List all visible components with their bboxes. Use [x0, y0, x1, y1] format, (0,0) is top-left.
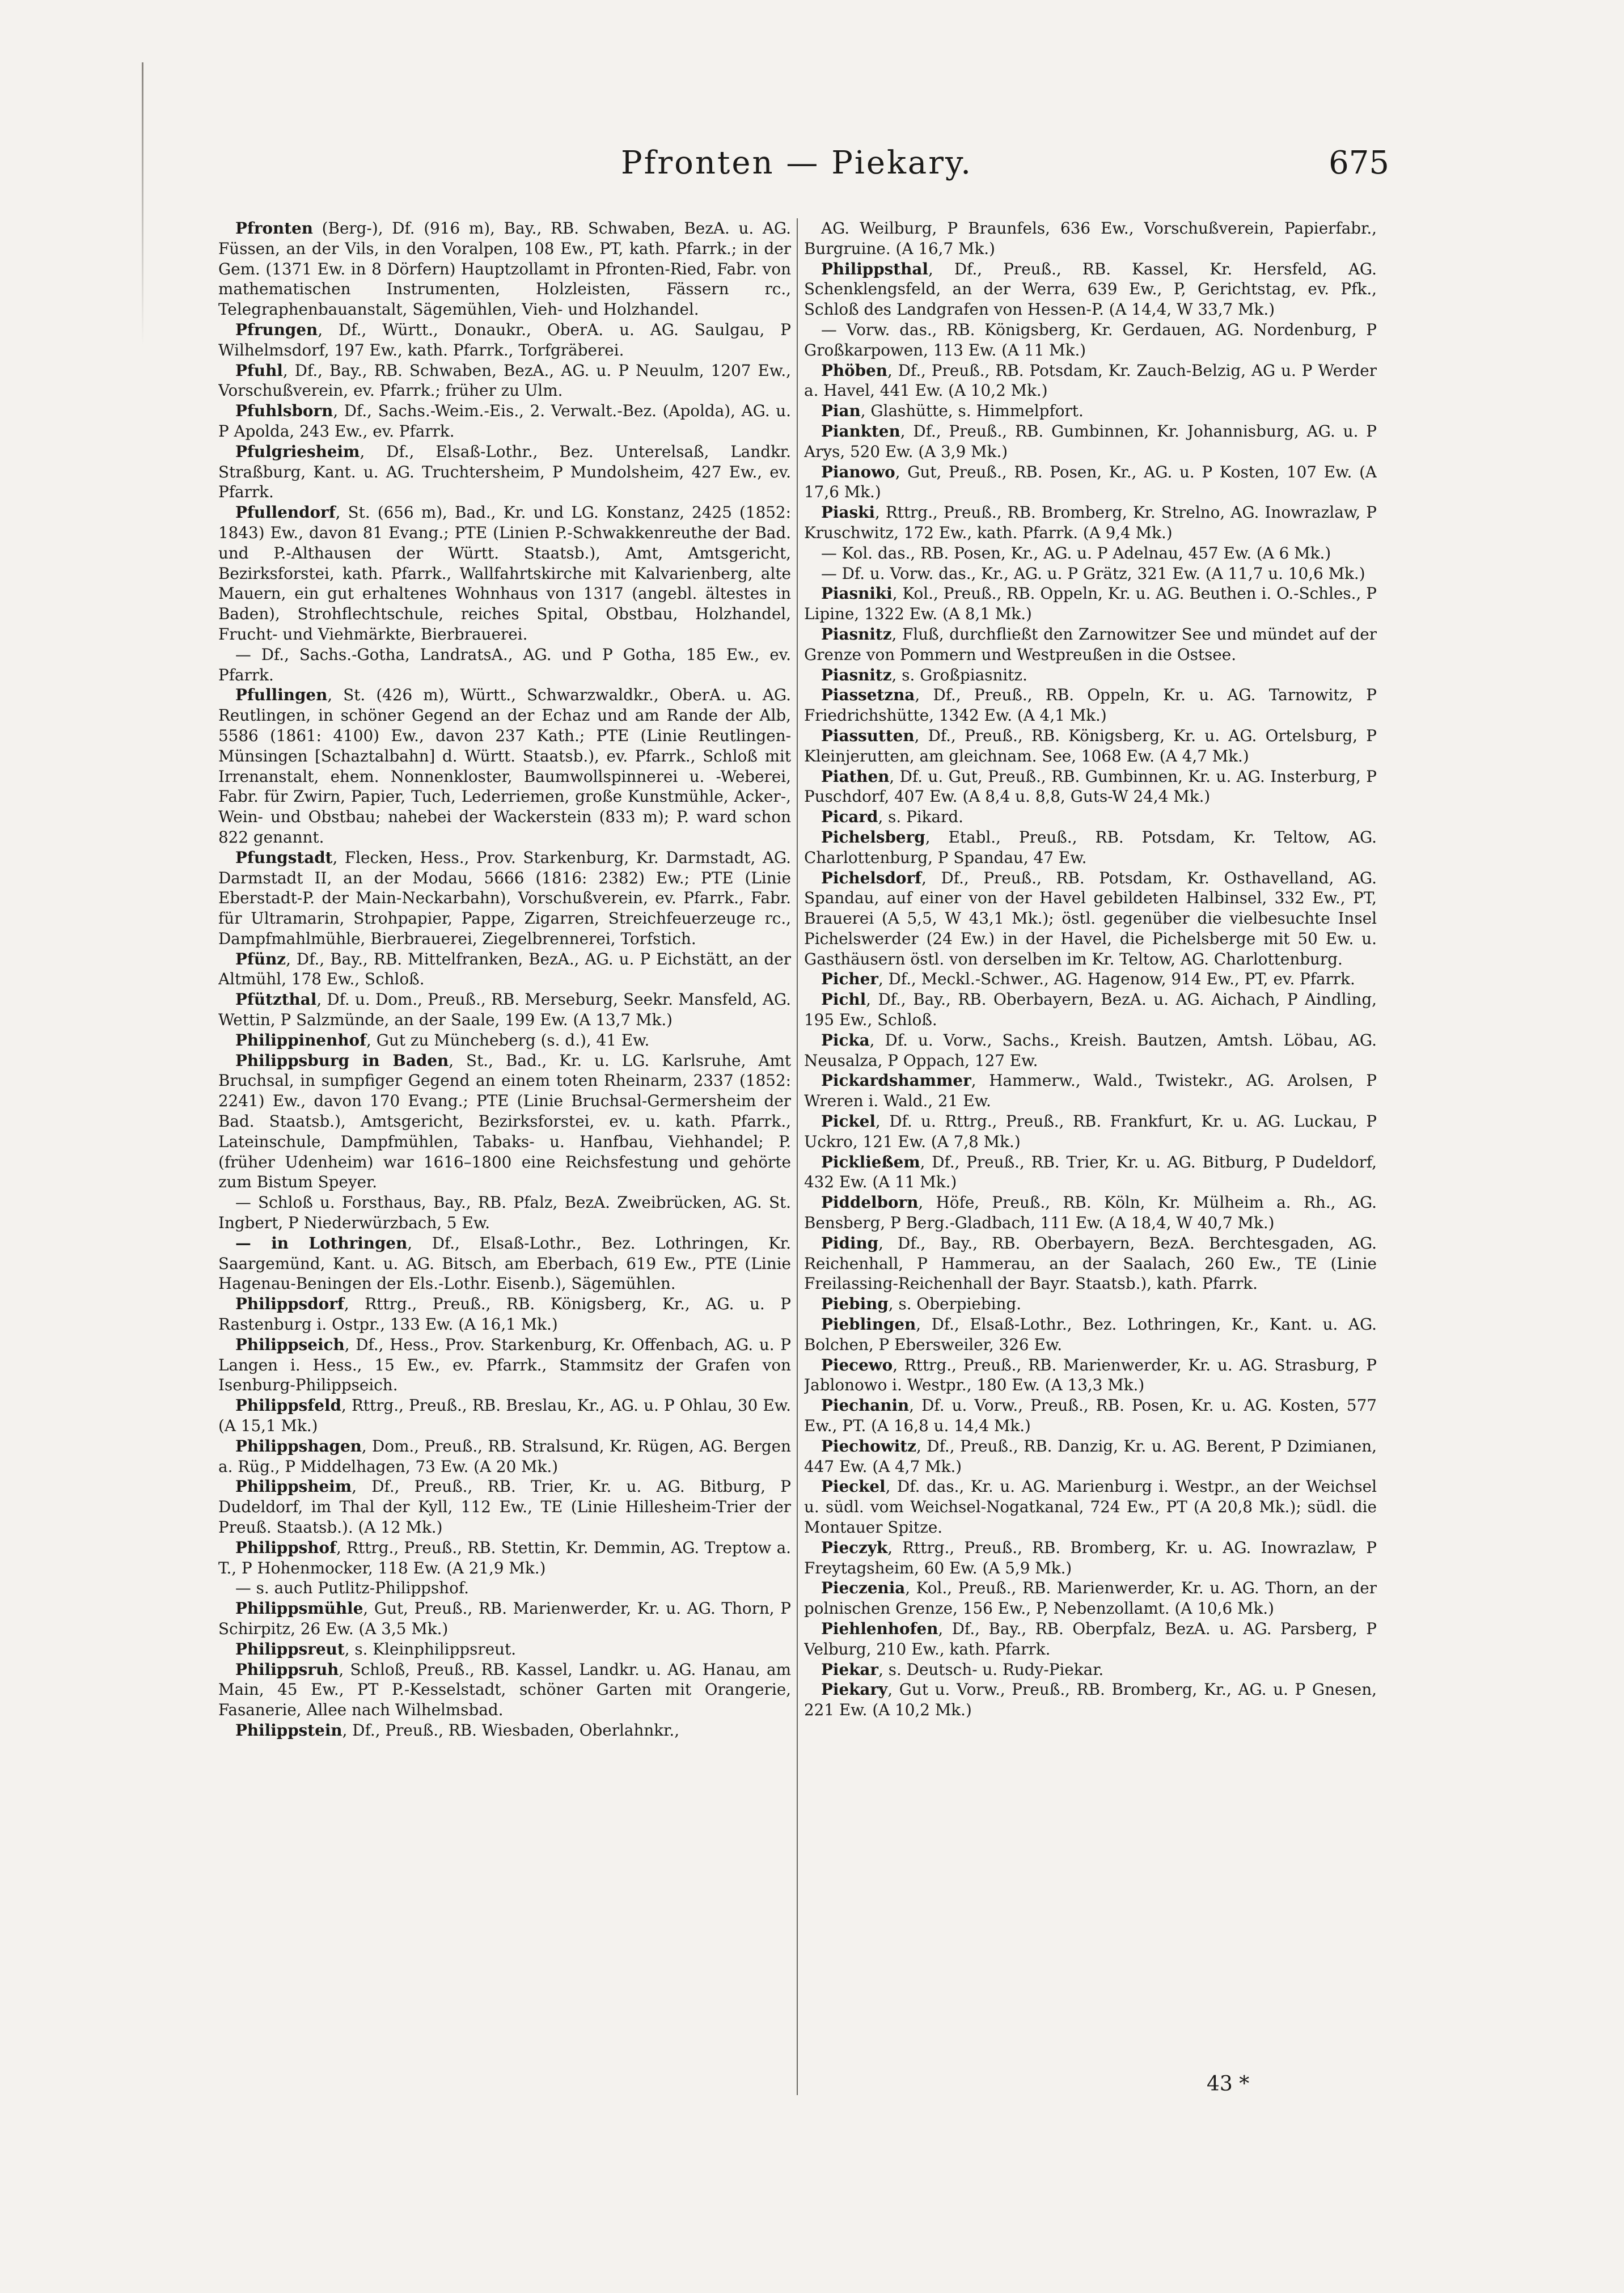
gazetteer-entry: [218, 1477, 791, 1537]
gazetteer-entry: [218, 1335, 791, 1395]
gazetteer-entry: [804, 218, 1377, 259]
gazetteer-entry: [218, 218, 791, 320]
entry-headword: Philippsburg in Baden: [235, 1051, 449, 1070]
gazetteer-entry: [218, 1538, 791, 1579]
entry-text: , Df. u. Rttrg., Preuß., RB. Frankfurt, Kr. u. AG. Luckau, P Uckro, 121 Ew. (A 7,8 Mk.): [804, 1112, 1377, 1151]
entry-text: , Glashütte, s. Himmelpfort.: [860, 401, 1084, 421]
gazetteer-entry: [804, 1578, 1377, 1619]
entry-text: , Höfe, Preuß., RB. Köln, Kr. Mülheim a. Rh., AG. Bensberg, P Berg.-Gladbach, 111 Ew. (A 18,4, W 40,7 Mk.): [804, 1193, 1377, 1233]
gazetteer-entry: [804, 1538, 1377, 1579]
entry-headword: Piebing: [821, 1294, 889, 1314]
entry-text: , s. Großpiasnitz.: [891, 665, 1027, 684]
entry-headword: Piechanin: [821, 1396, 910, 1415]
entry-text: , Df., Bay., RB. Oberbayern, BezA. u. AG. Aichach, P Aindling, 195 Ew., Schloß.: [804, 990, 1377, 1030]
entry-text: , Df., Preuß., RB. Potsdam, Kr. Zauch-Belzig, AG u. P Werder a. Havel, 441 Ew. (A 10,2 Mk.): [804, 361, 1377, 400]
entry-text: , Df. u. Gut, Preuß., RB. Gumbinnen, Kr. u. AG. Insterburg, P Puschdorf, 407 Ew. (A 8,4 u. 8,8, Guts-W 24,4 Mk.): [804, 767, 1377, 806]
gazetteer-entry: [804, 421, 1377, 462]
entry-text: , Kol., Preuß., RB. Oppeln, Kr. u. AG. Beuthen i. O.-Schles., P Lipine, 1322 Ew. (A 8,1 Mk.): [804, 584, 1377, 624]
gazetteer-entry: [218, 1660, 791, 1720]
entry-headword: Pfrungen: [235, 320, 318, 339]
gazetteer-entry: [804, 868, 1377, 970]
gazetteer-entry: [804, 685, 1377, 726]
entry-text: , Df., Württ., Donaukr., OberA. u. AG. Saulgau, P Wilhelmsdorf, 197 Ew., kath. Pfarrk., Torfgräberei.: [218, 320, 791, 359]
gazetteer-entry: [804, 1192, 1377, 1233]
gazetteer-entry: [804, 624, 1377, 665]
entry-text: , Df., Preuß., RB. Trier, Kr. u. AG. Bitburg, P Dudeldorf, 432 Ew. (A 11 Mk.): [804, 1152, 1377, 1192]
entry-text: , Df., Bay., RB. Oberpfalz, BezA. u. AG. Parsberg, P Velburg, 210 Ew., kath. Pfarrk.: [804, 1619, 1377, 1659]
gazetteer-entry: [804, 401, 1377, 421]
entry-headword: Philippsfeld: [235, 1396, 341, 1415]
entry-headword: Pfronten: [235, 219, 313, 238]
gazetteer-entry: [804, 543, 1377, 564]
entry-text: , Schloß, Preuß., RB. Kassel, Landkr. u. AG. Hanau, am Main, 45 Ew., PT P.-Kesselstadt, schöner Garten mit Orangerie, Fasanerie, Allee nach Wilhelmsbad.: [218, 1660, 791, 1720]
entry-text: , Df., Hess., Prov. Starkenburg, Kr. Offenbach, AG. u. P Langen i. Hess., 15 Ew., ev. Pfarrk., Stammsitz der Grafen von Isenburg-Philippseich.: [218, 1335, 791, 1395]
entry-text: , Fluß, durchfließt den Zarnowitzer See und mündet auf der Grenze von Pommern und Westpreußen in die Ostsee.: [804, 624, 1377, 664]
entry-text: , St., Bad., Kr. u. LG. Karlsruhe, Amt Bruchsal, in sumpfiger Gegend an einem toten Rheinarm, 2337 (1852: 2241) Ew., davon 170 Evang.; PTE (Linie Bruchsal-Germersheim der Bad. Staatsb.), Amtsgericht, Bezirksforstei, ev. u. kath. Pfarrk., Lateinschule, Dampfmühlen, Tabaks- u. Hanfbau, Viehhandel; P. (früher Udenheim) war 1616–1800 eine Reichsfestung und gehörte zum Bistum Speyer.: [218, 1051, 791, 1192]
entry-headword: Piasnitz: [821, 665, 892, 684]
entry-headword: Pieczenia: [821, 1579, 906, 1598]
entry-headword: Piathen: [821, 767, 890, 786]
gazetteer-entry: [218, 848, 791, 949]
entry-headword: Pieckel: [821, 1477, 886, 1496]
entry-text: , Rttrg., Preuß., RB. Königsberg, Kr., AG. u. P Rastenburg i. Ostpr., 133 Ew. (A 16,1 Mk.): [218, 1294, 791, 1334]
entry-text: , Df., Preuß., RB. Trier, Kr. u. AG. Bitburg, P Dudeldorf, im Thal der Kyll, 112 Ew., TE (Linie Hillesheim-Trier der Preuß. Staatsb.). (A 12 Mk.): [218, 1477, 791, 1537]
column-divider: [797, 218, 798, 2095]
gazetteer-entry: [218, 320, 791, 361]
gazetteer-entry: [804, 1294, 1377, 1314]
entry-headword: Pichl: [821, 990, 866, 1009]
gazetteer-entry: [804, 1071, 1377, 1111]
running-head: Pfronten — Piekary.: [620, 145, 973, 181]
entry-text: , St. (426 m), Württ., Schwarzwaldkr., OberA. u. AG. Reutlingen, in schöner Gegend an der Echaz und am Rande der Alb, 5586 (1861: 4100) Ew., davon 237 Kath.; PTE (Linie Reutlingen-Münsingen [Schaztalbahn] d. Württ. Staatsb.), ev. Pfarrk., Schloß mit Irrenanstalt, ehem. Nonnenkloster, Baumwollspinnerei u. -Weberei, Fabr. für Zwirn, Papier, Tuch, Lederriemen, große Kunstmühle, Acker-, Wein- und Obstbau; nahebei der Wackerstein (833 m); P. ward schon 822 genannt.: [218, 686, 791, 847]
entry-headword: Pianowo: [821, 462, 895, 481]
entry-headword: Pichelsberg: [821, 827, 925, 847]
gazetteer-entry: [218, 502, 791, 645]
entry-text: , Df., Preuß., RB. Oppeln, Kr. u. AG. Tarnowitz, P Friedrichshütte, 1342 Ew. (A 4,1 Mk.): [804, 686, 1377, 725]
entry-text: , Df., Preuß., RB. Potsdam, Kr. Osthavelland, AG. Spandau, auf einer von der Havel gebildeten Halbinsel, 332 Ew., PT, Brauerei (A 5,5, W 43,1 Mk.); östl. gegenüber die vielbesuchte Insel Pichelswerder (24 Ew.) in der Havel, die Pichelsberge mit 50 Ew. u. Gasthäusern östl. von derselben im Kr. Teltow, AG. Charlottenburg.: [804, 868, 1377, 968]
entry-headword: Piehlenhofen: [821, 1619, 938, 1638]
entry-text: — Schloß u. Forsthaus, Bay., RB. Pfalz, BezA. Zweibrücken, AG. St. Ingbert, P Niederwürzbach, 5 Ew.: [218, 1193, 791, 1233]
gazetteer-entry: [804, 767, 1377, 807]
gazetteer-entry: [804, 726, 1377, 767]
entry-headword: Piekary: [821, 1680, 888, 1699]
gazetteer-entry: [218, 1436, 791, 1477]
entry-headword: Pickardshammer: [821, 1071, 971, 1090]
entry-headword: Pfuhlsborn: [235, 401, 333, 421]
entry-headword: Pian: [821, 401, 861, 421]
entry-text: , Rttrg., Preuß., RB. Bromberg, Kr. u. AG. Inowrazlaw, P Freytagsheim, 60 Ew. (A 5,9 Mk.): [804, 1538, 1377, 1577]
left-column: [218, 218, 791, 2129]
gazetteer-entry: [804, 1030, 1377, 1071]
entry-text: , Df., Bay., RB. Schwaben, BezA., AG. u. P Neuulm, 1207 Ew., Vorschußverein, ev. Pfarrk.; früher zu Ulm.: [218, 361, 791, 400]
entry-headword: Picka: [821, 1030, 870, 1050]
gazetteer-entry: [804, 361, 1377, 401]
entry-text: , Df., Elsaß-Lothr., Bez. Lothringen, Kr., Kant. u. AG. Bolchen, P Ebersweiler, 326 Ew.: [804, 1315, 1377, 1354]
gazetteer-entry: [804, 827, 1377, 868]
gazetteer-entry: [218, 1578, 791, 1598]
entry-text: — Df. u. Vorw. das., Kr., AG. u. P Grätz, 321 Ew. (A 11,7 u. 10,6 Mk.): [821, 564, 1365, 583]
entry-headword: Pieczyk: [821, 1538, 888, 1557]
entry-text: , Rttrg., Preuß., RB. Bromberg, Kr. Strelno, AG. Inowrazlaw, P Kruschwitz, 172 Ew., kath. Pfarrk. (A 9,4 Mk.): [804, 503, 1377, 542]
gazetteer-entry: [804, 989, 1377, 1030]
gazetteer-entry: [804, 502, 1377, 543]
entry-headword: Piasniki: [821, 584, 893, 603]
entry-text: , s. Oberpiebing.: [888, 1294, 1022, 1314]
entry-headword: Philippsthal: [821, 259, 928, 278]
gazetteer-entry: [804, 1660, 1377, 1680]
gazetteer-entry: [804, 1477, 1377, 1537]
gazetteer-entry: [804, 1355, 1377, 1396]
entry-text: , Df., Bay., RB. Mittelfranken, BezA., AG. u. P Eichstätt, an der Altmühl, 178 Ew., Schloß.: [218, 949, 791, 989]
entry-text: , s. Deutsch- u. Rudy-Piekar.: [878, 1660, 1104, 1679]
entry-text: , Df., Preuß., RB. Kassel, Kr. Hersfeld, AG. Schenklengsfeld, an der Werra, 639 Ew., P, Gerichtstag, ev. Pfk., Schloß des Landgrafen von Hessen-P. (A 14,4, W 33,7 Mk.): [804, 259, 1377, 319]
entry-headword: Piekar: [821, 1660, 879, 1679]
entry-headword: Philippshagen: [235, 1436, 362, 1456]
entry-text: AG. Weilburg, P Braunfels, 636 Ew., Vorschußverein, Papierfabr., Burgruine. (A 16,7 Mk.): [804, 219, 1377, 258]
entry-headword: Piecewo: [821, 1355, 893, 1374]
entry-headword: Pickel: [821, 1112, 876, 1131]
entry-text: , Hammerw., Wald., Twistekr., AG. Arolsen, P Wreren i. Wald., 21 Ew.: [804, 1071, 1377, 1111]
entry-headword: Philippshof: [235, 1538, 337, 1557]
binding-edge: [142, 62, 143, 346]
page-header: [204, 145, 1389, 207]
entry-headword: Pfützthal: [235, 990, 317, 1009]
right-column: [804, 218, 1377, 2129]
entry-headword: Pieblingen: [821, 1315, 916, 1334]
gazetteer-entry: [218, 1233, 791, 1294]
entry-headword: Pfuhl: [235, 361, 283, 380]
entry-headword: Philippsheim: [235, 1477, 352, 1496]
entry-headword: Philippsruh: [235, 1660, 339, 1679]
entry-text: , Dom., Preuß., RB. Stralsund, Kr. Rügen, AG. Bergen a. Rüg., P Middelhagen, 73 Ew. (A 20 Mk.): [218, 1436, 791, 1476]
entry-text: , Df., Preuß., RB. Gumbinnen, Kr. Johannisburg, AG. u. P Arys, 520 Ew. (A 3,9 Mk.): [804, 421, 1377, 461]
gazetteer-entry: [804, 564, 1377, 584]
entry-text: — s. auch Putlitz-Philippshof.: [235, 1579, 470, 1598]
entry-headword: Piassutten: [821, 726, 915, 745]
page-number: 675: [1329, 145, 1389, 181]
gazetteer-entry: [218, 949, 791, 990]
entry-text: (Berg-), Df. (916 m), Bay., RB. Schwaben, BezA. u. AG. Füssen, an der Vils, in den Voralpen, 108 Ew., PT, kath. Pfarrk.; in der Gem. (1371 Ew. in 8 Dörfern) Hauptzollamt in Pfronten-Ried, Fabr. von mathematischen Instrumenten, Holzleisten, Fässern rc., Telegraphenbauanstalt, Sägemühlen, Vieh- und Holzhandel.: [218, 219, 791, 319]
gazetteer-entry: [218, 1720, 791, 1741]
entry-headword: Piankten: [821, 421, 900, 441]
gazetteer-entry: [804, 1619, 1377, 1660]
gazetteer-entry: [804, 1395, 1377, 1436]
gazetteer-entry: [804, 1152, 1377, 1193]
entry-headword: Philippsreut: [235, 1639, 345, 1659]
entry-text: , Df., Elsaß-Lothr., Bez. Unterelsaß, Landkr. Straßburg, Kant. u. AG. Truchtersheim, P Mundolsheim, 427 Ew., ev. Pfarrk.: [218, 442, 791, 502]
gazetteer-entry: [218, 1598, 791, 1639]
gazetteer-entry: [218, 401, 791, 442]
entry-text: , Rttrg., Preuß., RB. Stettin, Kr. Demmin, AG. Treptow a. T., P Hohenmocker, 118 Ew. (A 21,9 Mk.): [218, 1538, 791, 1577]
gazetteer-entry: [218, 442, 791, 502]
entry-text: , Gut, Preuß., RB. Marienwerder, Kr. u. AG. Thorn, P Schirpitz, 26 Ew. (A 3,5 Mk.): [218, 1599, 791, 1638]
gazetteer-entry: [218, 1294, 791, 1335]
entry-text: , Df., Preuß., RB. Danzig, Kr. u. AG. Berent, P Dzimianen, 447 Ew. (A 4,7 Mk.): [804, 1436, 1377, 1476]
entry-headword: Piding: [821, 1233, 879, 1253]
gazetteer-entry: [804, 1679, 1377, 1720]
gazetteer-entry: [218, 645, 791, 686]
entry-headword: Pfungstadt: [235, 848, 333, 867]
entry-text: — Df., Sachs.-Gotha, LandratsA., AG. und P Gotha, 185 Ew., ev. Pfarrk.: [218, 645, 791, 684]
gazetteer-entry: [804, 1436, 1377, 1477]
entry-text: , Rttrg., Preuß., RB. Marienwerder, Kr. u. AG. Strasburg, P Jablonowo i. Westpr., 180 Ew. (A 13,3 Mk.): [804, 1355, 1377, 1395]
entry-headword: Piddelborn: [821, 1193, 919, 1212]
gazetteer-entry: [218, 1051, 791, 1193]
gazetteer-entry: [218, 1030, 791, 1051]
entry-headword: Piassetzna: [821, 686, 915, 705]
entry-headword: Phöben: [821, 361, 887, 380]
entry-text: — Vorw. das., RB. Königsberg, Kr. Gerdauen, AG. Nordenburg, P Großkarpowen, 113 Ew. (A 11 Mk.): [804, 320, 1377, 359]
entry-text: , s. Pikard.: [878, 807, 964, 827]
gazetteer-entry: [804, 583, 1377, 624]
entry-text: , Df., Preuß., RB. Wiesbaden, Oberlahnkr.,: [342, 1720, 680, 1740]
entry-text: , Df., Meckl.-Schwer., AG. Hagenow, 914 Ew., PT, ev. Pfarrk.: [878, 970, 1355, 989]
sheet-signature: 43 *: [1207, 2072, 1250, 2096]
gazetteer-entry: [804, 462, 1377, 503]
entry-text: , Df. u. Vorw., Preuß., RB. Posen, Kr. u. AG. Kosten, 577 Ew., PT. (A 16,8 u. 14,4 Mk.): [804, 1396, 1377, 1436]
entry-headword: Philippseich: [235, 1335, 345, 1354]
gazetteer-entry: [804, 969, 1377, 989]
entry-headword: Pfünz: [235, 949, 286, 968]
gazetteer-entry: [804, 320, 1377, 361]
entry-text: , St. (656 m), Bad., Kr. und LG. Konstanz, 2425 (1852: 1843) Ew., davon 81 Evang.; PTE (Linien P.-Schwakkenreuthe der Bad. und P.-Althausen der Württ. Staatsb.), Amt, Amtsgericht, Bezirksforstei, kath. Pfarrk., Wallfahrtskirche mit Kalvarienberg, alte Mauern, ein gut erhaltenes Wohnhaus von 1317 (angebl. ältestes in Baden), Strohflechtschule, reiches Spital, Obstbau, Holzhandel, Frucht- und Viehmärkte, Bierbrauerei.: [218, 503, 791, 644]
entry-headword: Piechowitz: [821, 1436, 916, 1456]
entry-text: , Kol., Preuß., RB. Marienwerder, Kr. u. AG. Thorn, an der polnischen Grenze, 156 Ew., P, Nebenzollamt. (A 10,6 Mk.): [804, 1579, 1377, 1618]
gazetteer-entry: [804, 259, 1377, 320]
entry-text: — Kol. das., RB. Posen, Kr., AG. u. P Adelnau, 457 Ew. (A 6 Mk.): [821, 543, 1331, 562]
entry-text: , Gut zu Müncheberg (s. d.), 41 Ew.: [366, 1030, 650, 1050]
entry-text: , s. Kleinphilippsreut.: [344, 1639, 517, 1659]
gazetteer-entry: [804, 1314, 1377, 1355]
gazetteer-entry: [804, 807, 1377, 827]
entry-text: , Df. u. Vorw., Sachs., Kreish. Bautzen, Amtsh. Löbau, AG. Neusalza, P Oppach, 127 Ew.: [804, 1030, 1377, 1070]
entry-text: , Gut u. Vorw., Preuß., RB. Bromberg, Kr., AG. u. P Gnesen, 221 Ew. (A 10,2 Mk.): [804, 1680, 1377, 1720]
entry-headword: Piasnitz: [821, 624, 892, 644]
entry-headword: Pichelsdorf: [821, 868, 922, 887]
gazetteer-entry: [804, 1233, 1377, 1294]
entry-text: , Df. u. Dom., Preuß., RB. Merseburg, Seekr. Mansfeld, AG. Wettin, P Salzmünde, an der Saale, 199 Ew. (A 13,7 Mk.): [218, 990, 791, 1030]
entry-text: , Gut, Preuß., RB. Posen, Kr., AG. u. P Kosten, 107 Ew. (A 17,6 Mk.): [804, 462, 1377, 502]
entry-text: , Df., Elsaß-Lothr., Bez. Lothringen, Kr. Saargemünd, Kant. u. AG. Bitsch, am Eberbach, 619 Ew., PTE (Linie Hagenau-Beningen der Els.-Lothr. Eisenb.), Sägemühlen.: [218, 1233, 791, 1293]
entry-headword: Philippstein: [235, 1720, 342, 1740]
entry-headword: Pfullendorf: [235, 503, 336, 522]
gazetteer-entry: [804, 665, 1377, 686]
gazetteer-entry: [218, 1639, 791, 1660]
gazetteer-entry: [804, 1111, 1377, 1152]
entry-text: , Df., Sachs.-Weim.-Eis., 2. Verwalt.-Bez. (Apolda), AG. u. P Apolda, 243 Ew., ev. Pfarrk.: [218, 401, 791, 441]
entry-headword: Philippsdorf: [235, 1294, 344, 1314]
entry-text: , Flecken, Hess., Prov. Starkenburg, Kr. Darmstadt, AG. Darmstadt II, an der Modau, 5666 (1816: 2382) Ew.; PTE (Linie Eberstadt-P. der Main-Neckarbahn), Vorschußverein, ev. Pfarrk., Fabr. für Ultramarin, Strohpapier, Pappe, Zigarren, Streichfeuerzeuge rc., Dampfmahlmühle, Bierbrauerei, Ziegelbrennerei, Torfstich.: [218, 848, 791, 948]
entry-text: , Df., Preuß., RB. Königsberg, Kr. u. AG. Ortelsburg, P Kleinjerutten, am gleichnam. See, 1068 Ew. (A 4,7 Mk.): [804, 726, 1377, 765]
entry-headword: Pickließem: [821, 1152, 920, 1171]
entry-text: , Df. das., Kr. u. AG. Marienburg i. Westpr., an der Weichsel u. südl. vom Weichsel-Nogatkanal, 724 Ew., PT (A 20,8 Mk.); südl. die Montauer Spitze.: [804, 1477, 1377, 1537]
entry-headword: Picard: [821, 807, 878, 827]
gazetteer-entry: [218, 361, 791, 401]
entry-text: , Etabl., Preuß., RB. Potsdam, Kr. Teltow, AG. Charlottenburg, P Spandau, 47 Ew.: [804, 827, 1377, 867]
entry-headword: Piaski: [821, 503, 875, 522]
entry-headword: Philippsmühle: [235, 1599, 363, 1618]
gazetteer-entry: [218, 1192, 791, 1233]
gazetteer-entry: [218, 1395, 791, 1436]
entry-text: , Rttrg., Preuß., RB. Breslau, Kr., AG. u. P Ohlau, 30 Ew. (A 15,1 Mk.): [218, 1396, 791, 1436]
entry-headword: Pfulgriesheim: [235, 442, 360, 461]
entry-headword: — in Lothringen: [235, 1233, 408, 1253]
entry-headword: Picher: [821, 970, 878, 989]
gazetteer-entry: [218, 989, 791, 1030]
entry-headword: Philippinenhof: [235, 1030, 367, 1050]
entry-headword: Pfullingen: [235, 686, 328, 705]
gazetteer-entry: [218, 685, 791, 847]
entry-text: , Df., Bay., RB. Oberbayern, BezA. Berchtesgaden, AG. Reichenhall, P Hammerau, an der Saalach, 260 Ew., TE (Linie Freilassing-Reichenhall der Bayr. Staatsb.), kath. Pfarrk.: [804, 1233, 1377, 1293]
